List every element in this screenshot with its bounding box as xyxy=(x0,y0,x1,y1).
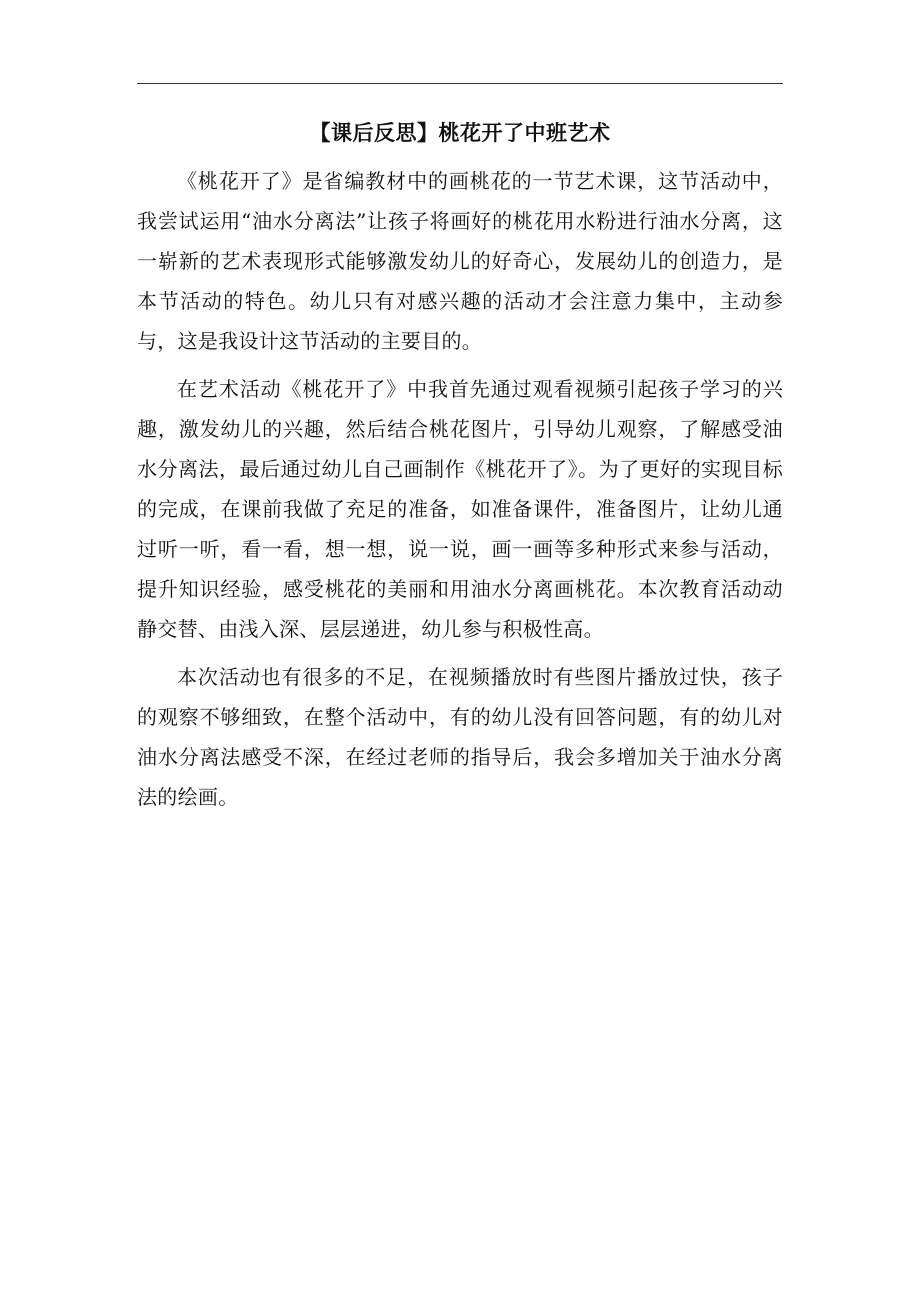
document-body xyxy=(137,161,783,825)
paragraph-3: 本次活动也有很多的不足，在视频播放时有些图片播放过快，孩子的观察不够细致，在整个活动中，有的幼儿没有回答问题，有的幼儿对油水分离法感受不深，在经过老师的指导后，我会多增加关于油水分离法的绘画。 xyxy=(137,665,783,809)
paragraph-1: 《桃花开了》是省编教材中的画桃花的一节艺术课，这节活动中，我尝试运用“油水分离法”让孩子将画好的桃花用水粉进行油水分离，这一崭新的艺术表现形式能够激发幼儿的好奇心，发展幼儿的创造力，是本节活动的特色。幼儿只有对感兴趣的活动才会注意力集中，主动参与，这是我设计这节活动的主要目的。 xyxy=(137,169,783,353)
paragraph-2: 在艺术活动《桃花开了》中我首先通过观看视频引起孩子学习的兴趣，激发幼儿的兴趣，然后结合桃花图片，引导幼儿观察，了解感受油水分离法，最后通过幼儿自己画制作《桃花开了》。为了更好的实现目标的完成，在课前我做了充足的准备，如准备课件，准备图片，让幼儿通过听一听，看一看，想一想，说一说，画一画等多种形式来参与活动，提升知识经验，感受桃花的美丽和用油水分离画桃花。本次教育活动动静交替、由浅入深、层层递进，幼儿参与积极性高。 xyxy=(137,377,783,641)
document-title: 【课后反思】桃花开了中班艺术 xyxy=(309,120,611,145)
header-rule xyxy=(137,83,783,84)
